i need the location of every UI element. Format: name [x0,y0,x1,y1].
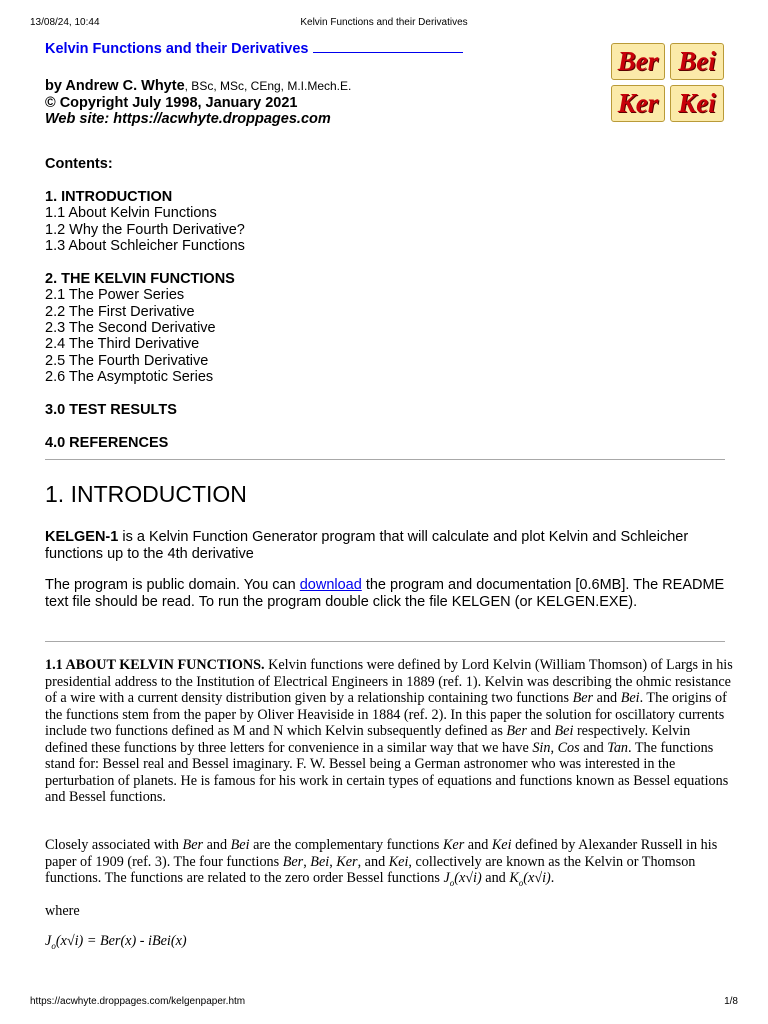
text-run: and [203,837,231,853]
function-name: Ker [442,837,465,853]
author-qualifications: , BSc, MSc, CEng, M.I.Mech.E. [184,79,352,93]
equation-subscript: o [51,940,56,951]
text-run: , [329,853,337,870]
function-name: Bei [310,853,330,870]
text-run: . [550,870,555,886]
function-name: Tan [607,739,629,756]
function-name: Ber [572,690,594,706]
toc-item-1-1[interactable]: 1.1 About Kelvin Functions [45,205,217,222]
divider [45,459,725,460]
subscript: o [518,877,524,888]
toc-item-2-1[interactable]: 2.1 The Power Series [45,287,185,304]
text-run: , collectively are known as the Kelvin or Thomson functions. The functions are related to the zero order Bessel functions [45,853,696,886]
function-name: Bei [554,723,574,739]
function-name: Kei [388,853,409,870]
logo-tile-ber: Ber [611,43,665,80]
text-run: , [303,853,311,870]
text-run: are the complementary functions [249,837,443,853]
author-name: by Andrew C. Whyte [45,78,185,94]
logo-tile-ker: Ker [611,85,665,122]
function-name: Ber [506,723,527,739]
page-title-text[interactable]: Kelvin Functions and their Derivatives [45,41,309,57]
toc-section-4[interactable]: 4.0 REFERENCES [45,434,169,451]
kelgen-name: KELGEN-1 [45,529,119,545]
program-text-after: the program and documentation [0.6MB]. The README text file should be read. To run the program double click the file KELGEN (or KELGEN.EXE). [45,577,725,610]
text-run: Closely associated with [45,837,183,853]
text-run: , [550,739,558,756]
text-run: Kelvin functions were defined by Lord Kelvin (William Thomson) of Largs in his presidential address to the Institution of Electrical Engineers in 1889 (ref. 1). Kelvin was describing the ohmic resistance of a wire with a current density distribution given by a relationship containing two functions [45,657,733,706]
function-name: Ber [182,837,204,853]
contents-label: Contents: [45,156,113,172]
bessel-equation [45,933,735,950]
toc-item-2-6[interactable]: 2.6 The Asymptotic Series [45,369,214,386]
text-run: respectively. Kelvin defined these functions by three letters for convenience in a similar way that we have [45,723,691,756]
function-name: Kei [491,837,512,853]
bessel-arg: (x√i) [454,870,482,886]
table-of-contents [45,156,245,451]
ber-bei-ker-kei-logo [611,43,725,123]
kelgen-paragraph [45,529,725,562]
text-run: . The functions stand for: Bessel real and Bessel imaginary. F. W. Bessel being a German astronomer who was interested in the perturbation of planets. He is famous for his work in certain types of equations and functions known as Bessel equations and Bessel functions. [45,739,729,805]
about-kelvin-paragraph [45,657,735,806]
function-name: Ker [336,853,358,870]
function-name: Cos [557,739,580,756]
logo-tile-bei: Bei [670,43,724,80]
toc-item-1-3[interactable]: 1.3 About Schleicher Functions [45,238,245,255]
author-block [45,78,351,128]
program-paragraph [45,577,725,610]
toc-item-2-3[interactable]: 2.3 The Second Derivative [45,320,216,337]
bessel-k: K [509,870,519,886]
complementary-functions-paragraph [45,837,735,887]
toc-item-2-2[interactable]: 2.2 The First Derivative [45,303,195,320]
program-text-before: The program is public domain. You can [45,577,300,593]
text-run: . The origins of the functions stem from the paper by Oliver Heaviside in 1884 (ref. 2). In this paper the solution for oscillatory currents include two functions defined as M and N which Kelvin subsequently defined as [45,690,727,739]
toc-section-2[interactable]: 2. THE KELVIN FUNCTIONS [45,270,235,287]
text-run: and [464,837,492,853]
text-run: and [593,690,621,706]
about-heading: 1.1 ABOUT KELVIN FUNCTIONS. [45,657,265,673]
bessel-j: J [443,870,450,886]
toc-section-3[interactable]: 3.0 TEST RESULTS [45,402,177,419]
toc-section-1[interactable]: 1. INTRODUCTION [45,188,173,205]
divider [45,641,725,642]
website-line: Web site: https://acwhyte.droppages.com [45,111,331,127]
text-run: defined by Alexander Russell in his paper of 1909 (ref. 3). The four functions [45,837,718,870]
title-underline [313,40,463,53]
text-run: and [481,870,510,886]
bessel-arg: (x√i) [523,870,551,886]
where-label: where [45,903,80,919]
toc-item-1-2[interactable]: 1.2 Why the Fourth Derivative? [45,221,245,238]
download-link[interactable]: download [299,577,362,593]
function-name: Bei [620,690,640,706]
equation-rest: (x√i) = Ber(x) - iBei(x) [55,933,187,949]
logo-tile-kei: Kei [670,85,724,122]
toc-item-2-4[interactable]: 2.4 The Third Derivative [45,336,200,353]
page-number: 1/8 [724,996,738,1007]
print-title: Kelvin Functions and their Derivatives [300,17,468,28]
kelgen-description: is a Kelvin Function Generator program that will calculate and plot Kelvin and Schleicher functions up to the 4th derivative [45,529,689,562]
copyright-line: © Copyright July 1998, January 2021 [45,94,298,111]
subscript: o [449,877,455,888]
introduction-heading: 1. INTRODUCTION [45,481,247,507]
print-datetime: 13/08/24, 10:44 [30,17,100,28]
toc-item-2-5[interactable]: 2.5 The Fourth Derivative [45,352,209,369]
text-run: , and [357,853,389,870]
text-run: and [579,739,608,756]
equation-j: J [45,933,52,949]
function-name: Bei [230,837,250,853]
function-name: Ber [282,853,304,870]
print-url: https://acwhyte.droppages.com/kelgenpaper.htm [30,996,246,1007]
text-run: and [526,723,555,739]
function-name: Sin [532,739,551,756]
page-title-link[interactable] [45,40,463,57]
